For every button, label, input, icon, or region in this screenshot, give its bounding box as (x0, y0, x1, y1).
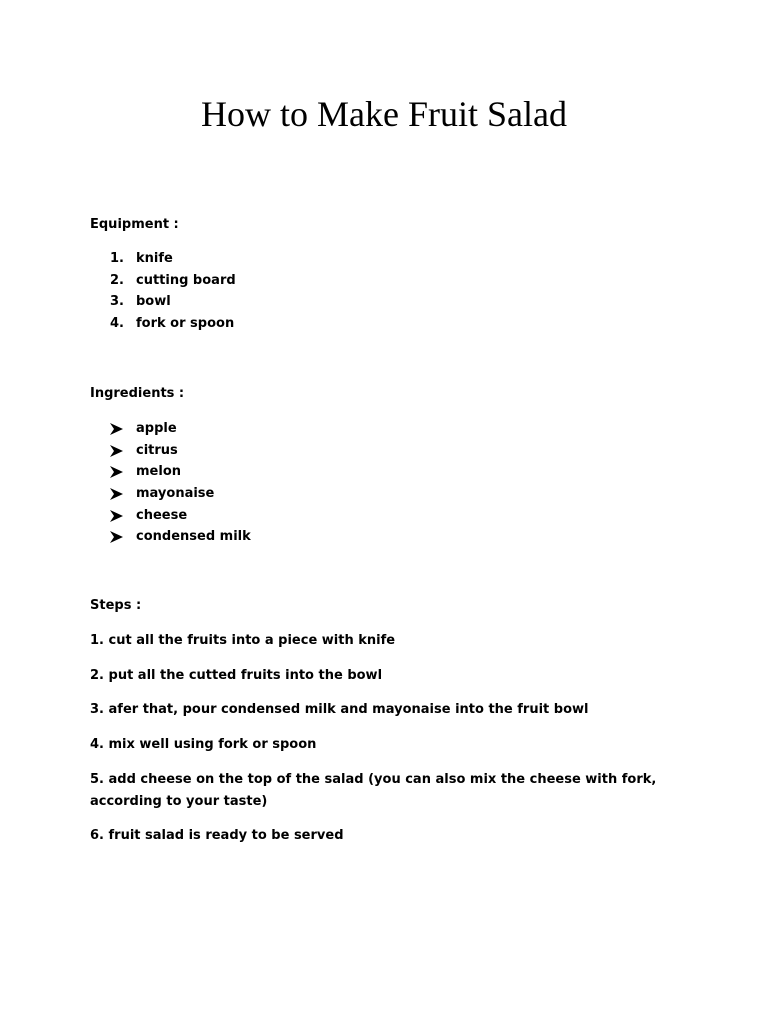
equipment-item-number: 1. (110, 251, 124, 266)
page-title: How to Make Fruit Salad (201, 94, 567, 134)
ingredient-text: cheese (136, 507, 188, 523)
equipment-item-text: bowl (136, 294, 171, 310)
equipment-item-number: 3. (110, 294, 124, 310)
arrowhead-bullet-icon (110, 526, 126, 548)
step-item: 5. add cheese on the top of the salad (you can also mix the cheese with fork, according to your taste) (90, 772, 657, 809)
arrowhead-bullet-icon (110, 461, 126, 483)
ingredient-text: melon (136, 464, 182, 480)
equipment-item-text: cutting board (136, 272, 236, 288)
step-item: 2. put all the cutted fruits into the bowl (90, 668, 383, 683)
arrowhead-bullet-icon (110, 505, 126, 527)
step-item: 6. fruit salad is ready to be served (90, 828, 344, 843)
arrowhead-bullet-icon (110, 483, 126, 505)
equipment-item-text: knife (136, 251, 173, 266)
equipment-item-number: 4. (110, 316, 124, 332)
ingredient-text: citrus (136, 442, 178, 458)
step-item: 1. cut all the fruits into a piece with knife (90, 633, 396, 648)
ingredient-text: mayonaise (136, 486, 215, 502)
step-item: 4. mix well using fork or spoon (90, 737, 317, 752)
equipment-item-number: 2. (110, 272, 124, 288)
arrowhead-bullet-icon (110, 418, 126, 440)
step-item: 3. afer that, pour condensed milk and mayonaise into the fruit bowl (90, 702, 589, 717)
arrowhead-bullet-icon (110, 440, 126, 462)
equipment-label: Equipment : (90, 217, 179, 232)
equipment-item-text: fork or spoon (136, 316, 235, 332)
ingredient-text: condensed milk (136, 529, 251, 545)
steps-label: Steps : (90, 598, 142, 613)
ingredients-label: Ingredients : (90, 386, 185, 401)
ingredient-text: apple (136, 421, 177, 436)
